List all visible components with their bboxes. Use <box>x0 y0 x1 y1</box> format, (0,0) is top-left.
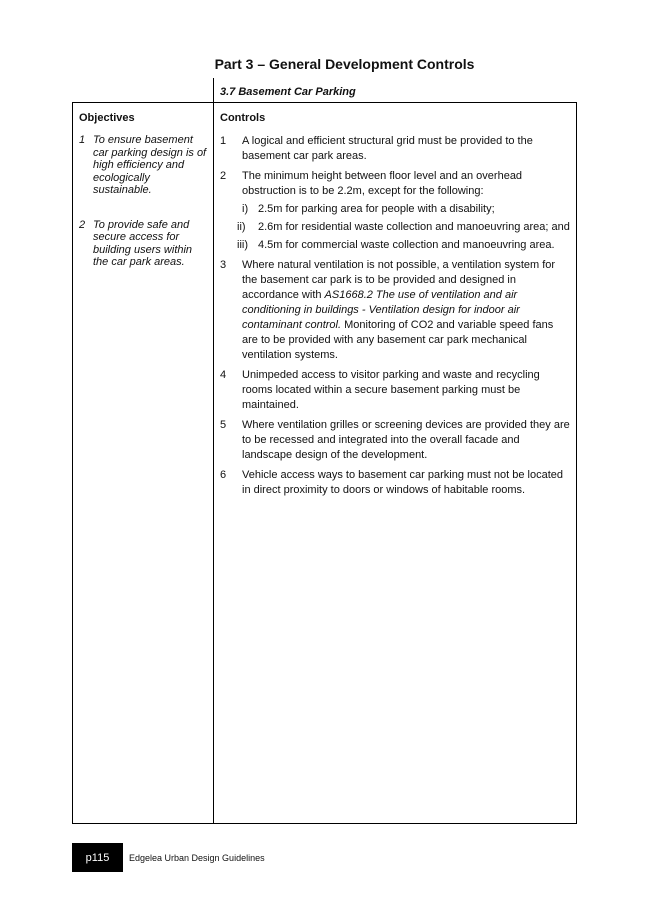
subitem-text: 4.5m for commercial waste collection and manoeuvring area. <box>258 239 555 251</box>
control-item <box>220 418 572 463</box>
column-divider <box>213 103 214 823</box>
page-title: Part 3 – General Development Controls <box>214 56 475 72</box>
subitem-number: iii) <box>237 239 248 251</box>
control-text: The minimum height between floor level and an overhead obstruction is to be 2.2m, except for the following: <box>242 170 523 197</box>
control-number: 4 <box>220 369 227 381</box>
control-number: 5 <box>220 419 227 431</box>
standard-reference: AS1668.2 The use of ventilation and air conditioning in buildings - Ventilation design for indoor air contaminant control. <box>242 289 520 331</box>
subitem-number: i) <box>242 203 249 215</box>
objective-text: To provide safe and secure access for building users within the car park areas. <box>93 218 193 268</box>
control-text: Vehicle access ways to basement car parking must not be located in direct proximity to doors or windows of habitable rooms. <box>242 469 564 496</box>
subitem-text: 2.5m for parking area for people with a disability; <box>258 203 495 215</box>
objective-item <box>79 134 209 197</box>
objective-number: 1 <box>79 134 86 146</box>
subitem-text: 2.6m for residential waste collection and manoeuvring area; and <box>258 221 570 233</box>
page-number-badge: p115 <box>72 843 123 872</box>
objective-number: 2 <box>79 218 86 231</box>
controls-column <box>220 112 572 503</box>
control-number: 1 <box>220 135 227 147</box>
control-subitem <box>237 220 572 235</box>
control-item <box>220 134 572 164</box>
objectives-column <box>79 112 209 291</box>
control-item <box>220 258 572 363</box>
control-item <box>220 368 572 413</box>
subitem-number: ii) <box>237 221 246 233</box>
objectives-heading: Objectives <box>79 112 135 124</box>
control-number: 3 <box>220 259 227 271</box>
control-text: A logical and efficient structural grid must be provided to the basement car park areas. <box>242 135 533 162</box>
controls-table <box>72 102 577 824</box>
control-text-part: Where natural ventilation is not possible, a ventilation system for the basement car park is to be provided and designed in accordance with <box>242 259 556 301</box>
controls-heading: Controls <box>220 112 266 124</box>
column-divider-top <box>213 78 214 103</box>
control-item <box>220 468 572 498</box>
objective-item <box>79 219 209 269</box>
control-number: 6 <box>220 469 227 481</box>
document-title: Edgelea Urban Design Guidelines <box>129 853 265 863</box>
control-number: 2 <box>220 170 227 182</box>
control-text <box>242 258 572 363</box>
control-text-part: Monitoring of CO2 and variable speed fans are to be provided with any basement car park mechanical ventilation systems. <box>242 319 554 361</box>
control-text: Where ventilation grilles or screening devices are provided they are to be recessed and integrated into the overall facade and landscape design of the development. <box>242 419 570 461</box>
section-title: 3.7 Basement Car Parking <box>220 86 356 98</box>
control-text: Unimpeded access to visitor parking and waste and recycling rooms located within a secure basement parking must be maintained. <box>242 369 540 411</box>
control-subitem <box>242 202 572 217</box>
objective-text: To ensure basement car parking design is of high efficiency and ecologically sustainable. <box>93 134 207 196</box>
control-subitem <box>237 238 572 253</box>
control-item <box>220 169 572 253</box>
